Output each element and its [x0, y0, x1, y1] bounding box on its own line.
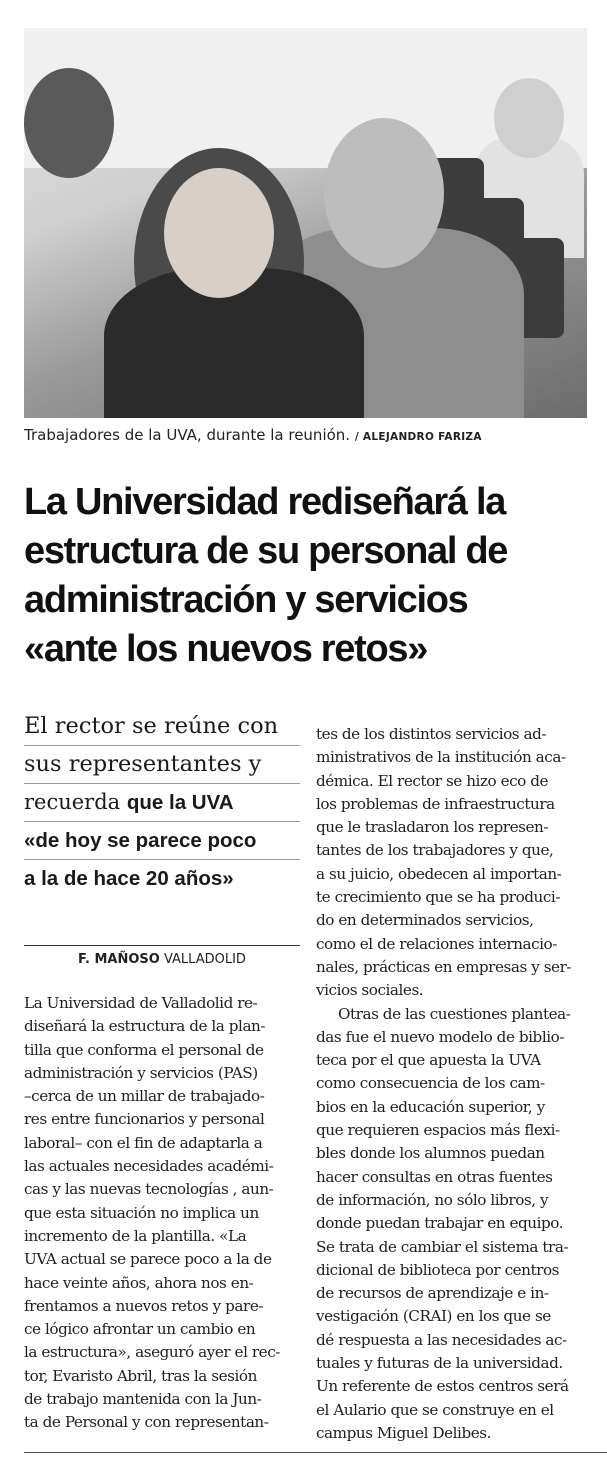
- body-line: cas y las nuevas tecnologías , aun-: [24, 1180, 274, 1199]
- headline-line: «ante los nuevos retos»: [24, 628, 428, 670]
- body-line: dé respuesta a las necesidades ac-: [316, 1330, 567, 1349]
- photo-person-right-head: [494, 78, 564, 158]
- body-line: nales, prácticas en empresas y ser-: [316, 957, 572, 976]
- body-line: laboral– con el fin de adaptarla a: [24, 1133, 263, 1152]
- body-line: que esta situación no implica un: [24, 1203, 259, 1222]
- body-line: Se trata de cambiar el sistema tra-: [316, 1237, 569, 1256]
- byline-location: VALLADOLID: [163, 952, 246, 967]
- headline: [24, 478, 594, 674]
- headline-line: La Universidad rediseñará la: [24, 481, 506, 523]
- article-column-1: [24, 992, 300, 1435]
- body-line: vicios sociales.: [316, 981, 424, 1000]
- headline-line: administración y servicios: [24, 579, 468, 621]
- body-line: tuales y futuras de la universidad.: [316, 1354, 563, 1373]
- body-line: que le trasladaron los represen-: [316, 818, 549, 837]
- caption-text: Trabajadores de la UVA, durante la reunión.: [24, 426, 351, 444]
- headline-line: estructura de su personal de: [24, 530, 508, 572]
- body-line: ce lógico afrontar un cambio en: [24, 1320, 256, 1339]
- body-line: diseñará la estructura de la plan-: [24, 1017, 266, 1036]
- subheadline: [24, 708, 300, 897]
- body-line: do en determinados servicios,: [316, 911, 534, 930]
- body-line: vestigación (CRAI) en los que se: [316, 1307, 551, 1326]
- body-line: de información, no sólo libros, y: [316, 1190, 549, 1209]
- body-line: hacer consultas en otras fuentes: [316, 1167, 553, 1186]
- body-line: La Universidad de Valladolid re-: [24, 994, 258, 1012]
- body-line: bles donde los alumnos puedan: [316, 1144, 545, 1163]
- body-line: los problemas de infraestructura: [316, 794, 555, 813]
- subhead-plain-text: recuerda: [24, 790, 127, 814]
- byline-author: F. MAÑOSO: [78, 952, 160, 967]
- photo-person-center-head: [324, 118, 444, 268]
- body-line: tilla que conforma el personal de: [24, 1040, 264, 1059]
- body-line: –cerca de un millar de trabajado-: [24, 1087, 265, 1106]
- body-line: como consecuencia de los cam-: [316, 1074, 545, 1093]
- subhead-line: El rector se reúne con: [24, 708, 300, 746]
- body-line: te crecimiento que se ha produci-: [316, 888, 561, 907]
- body-line: donde puedan trabajar en equipo.: [316, 1214, 564, 1233]
- body-line: el Aulario que se construye en el: [316, 1400, 554, 1419]
- body-line: las actuales necesidades académi-: [24, 1157, 274, 1176]
- body-line: res entre funcionarios y personal: [24, 1110, 265, 1129]
- body-line: la estructura», aseguró ayer el rec-: [24, 1343, 280, 1362]
- body-line: campus Miguel Delibes.: [316, 1423, 491, 1442]
- subhead-line: «de hoy se parece poco: [24, 822, 300, 860]
- body-line: de trabajo mantenida con la Jun-: [24, 1390, 262, 1409]
- body-line: ministrativos de la institución aca-: [316, 748, 566, 767]
- subhead-bold-text: que la UVA: [126, 791, 234, 814]
- subhead-line: sus representantes y: [24, 746, 300, 784]
- body-line: administración y servicios (PAS): [24, 1063, 258, 1082]
- body-line: frentamos a nuevos retos y pare-: [24, 1296, 264, 1315]
- body-line: a su juicio, obedecen al importan-: [316, 864, 562, 883]
- photo-woman-face: [164, 168, 274, 298]
- body-line: UVA actual se parece poco a la de: [24, 1250, 272, 1269]
- photo-caption: [24, 425, 587, 447]
- body-line: de recursos de aprendizaje e in-: [316, 1284, 549, 1303]
- photo-person-left: [24, 68, 114, 178]
- news-photo: [24, 28, 587, 418]
- body-line: hace veinte años, ahora nos en-: [24, 1273, 254, 1292]
- body-line: das fue el nuevo modelo de biblio-: [316, 1027, 565, 1046]
- subhead-line: a la de hace 20 años»: [24, 867, 234, 890]
- body-line: ta de Personal y con representan-: [24, 1413, 269, 1432]
- body-line: Un referente de estos centros será: [316, 1377, 569, 1396]
- body-line: como el de relaciones internacio-: [316, 934, 557, 953]
- bottom-rule: [24, 1452, 607, 1453]
- body-line: Otras de las cuestiones plantea-: [338, 1004, 571, 1023]
- subhead-line-mixed: [24, 784, 300, 822]
- body-line: tor, Evaristo Abril, tras la sesión: [24, 1366, 257, 1385]
- article-column-2: [316, 723, 592, 1445]
- body-line: bios en la educación superior, y: [316, 1097, 545, 1116]
- body-line: que requieren espacios más flexi-: [316, 1121, 560, 1140]
- byline: [24, 945, 300, 967]
- body-line: teca por el que apuesta la UVA: [316, 1051, 541, 1070]
- body-line: démica. El rector se hizo eco de: [316, 771, 549, 790]
- body-line: tantes de los trabajadores y que,: [316, 841, 554, 860]
- body-line: incremento de la plantilla. «La: [24, 1226, 247, 1245]
- body-line: tes de los distintos servicios ad-: [316, 725, 547, 743]
- photo-credit: / ALEJANDRO FARIZA: [354, 431, 482, 443]
- body-line: dicional de biblioteca por centros: [316, 1260, 560, 1279]
